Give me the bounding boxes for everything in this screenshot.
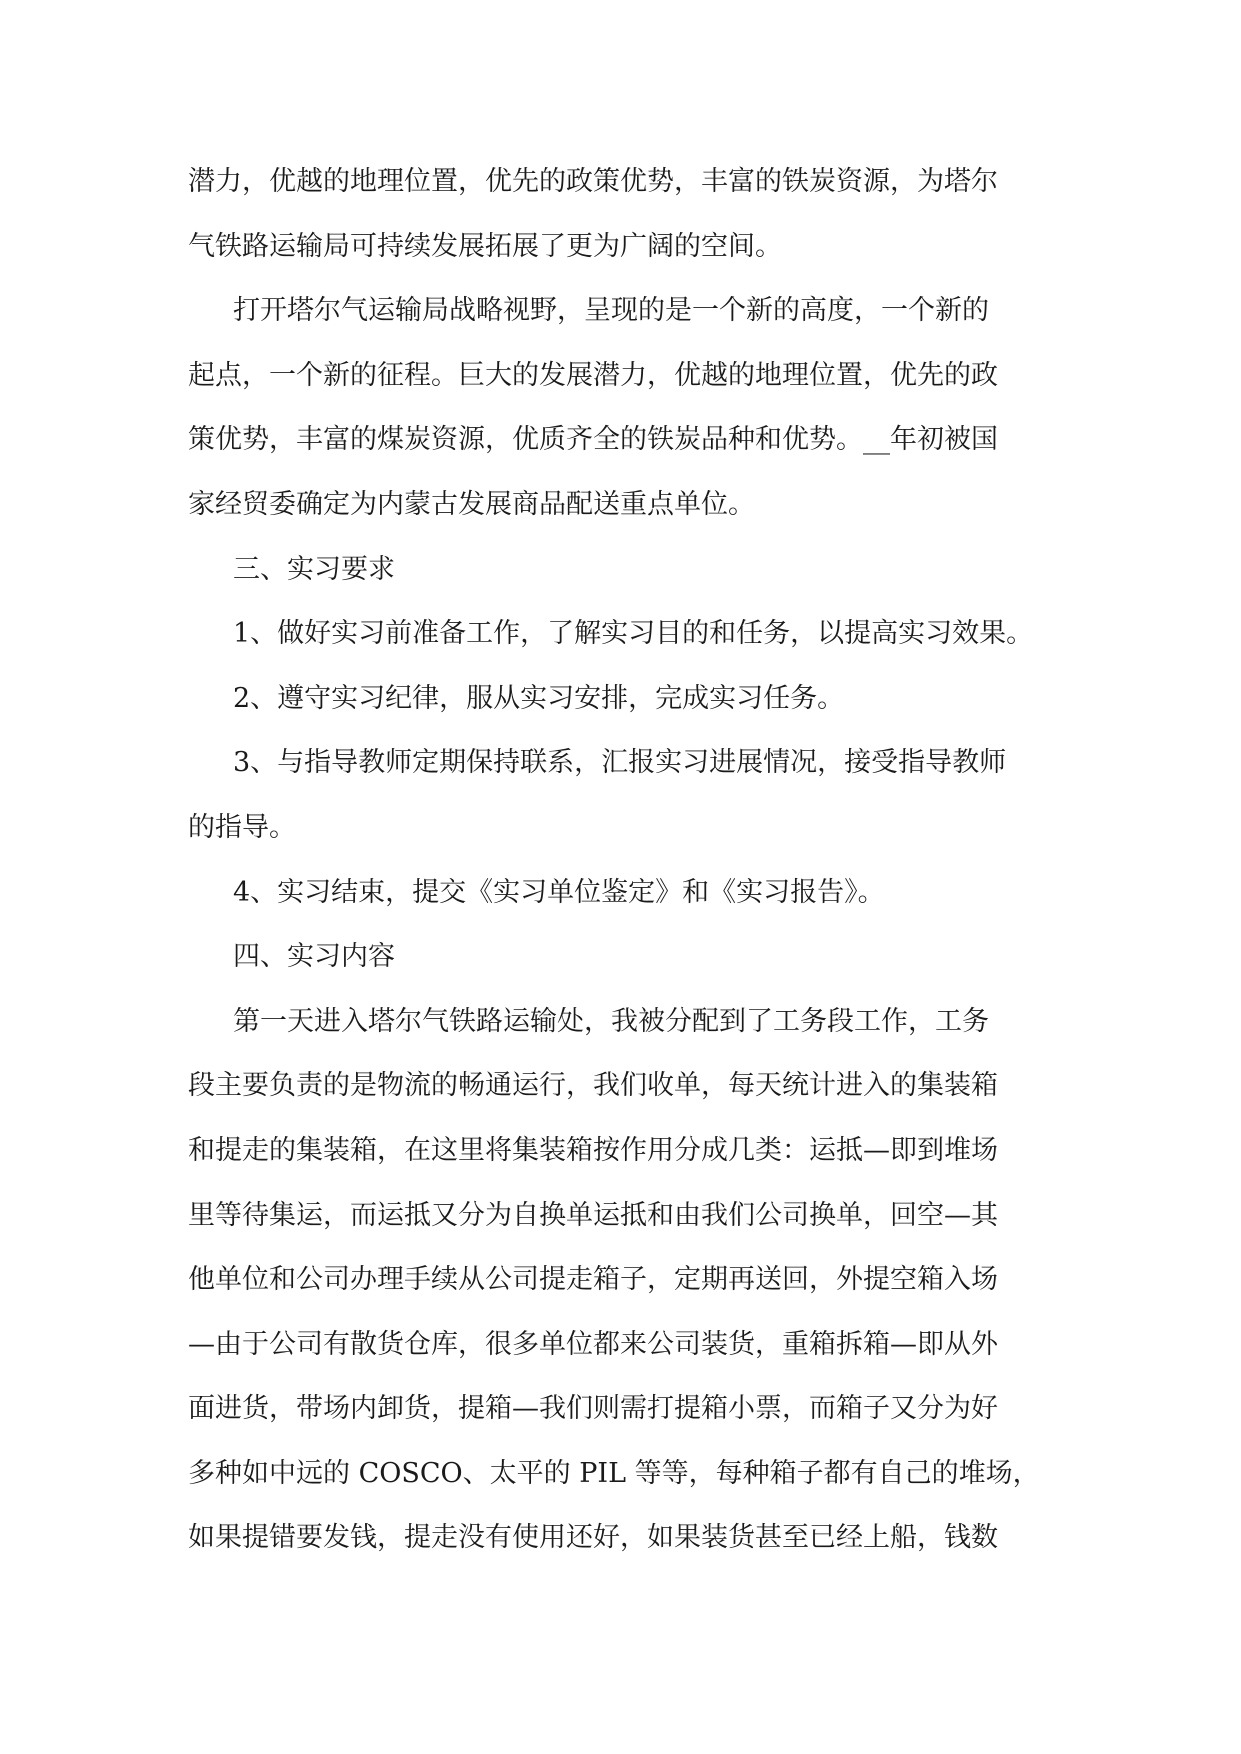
list-item: 1、做好实习前准备工作，了解实习目的和任务，以提高实习效果。: [233, 618, 1034, 650]
text-line: 和提走的集装箱，在这里将集装箱按作用分成几类：运抵—即到堆场: [188, 1134, 998, 1166]
text-line: 他单位和公司办理手续从公司提走箱子，定期再送回，外提空箱入场: [188, 1264, 998, 1296]
list-item: 3、与指导教师定期保持联系，汇报实习进展情况，接受指导教师: [233, 747, 1007, 779]
text-line: 多种如中远的 COSCO、太平的 PIL 等等，每种箱子都有自己的堆场，: [188, 1457, 1040, 1489]
text-line: 打开塔尔气运输局战略视野，呈现的是一个新的高度，一个新的: [233, 295, 989, 327]
text-line: 第一天进入塔尔气铁路运输处，我被分配到了工务段工作，工务: [233, 1005, 989, 1037]
document-page: [188, 150, 1058, 1571]
text-line: 里等待集运，而运抵又分为自换单运抵和由我们公司换单，回空—其: [188, 1199, 998, 1231]
text-line: 的指导。: [188, 811, 296, 843]
text-line: 面进货，带场内卸货，提箱—我们则需打提箱小票，而箱子又分为好: [188, 1393, 998, 1425]
text-line: 段主要负责的是物流的畅通运行，我们收单，每天统计进入的集装箱: [188, 1070, 998, 1102]
text-line: 家经贸委确定为内蒙古发展商品配送重点单位。: [188, 488, 755, 520]
text-line: 潜力，优越的地理位置，优先的政策优势，丰富的铁炭资源，为塔尔: [188, 166, 998, 197]
text-line: 气铁路运输局可持续发展拓展了更为广阔的空间。: [188, 230, 782, 262]
list-item: 4、实习结束，提交《实习单位鉴定》和《实习报告》。: [233, 876, 885, 908]
text-line: 起点，一个新的征程。巨大的发展潜力，优越的地理位置，优先的政: [188, 359, 998, 391]
text-line: —由于公司有散货仓库，很多单位都来公司装货，重箱拆箱—即从外: [188, 1328, 998, 1360]
text-line: 如果提错要发钱，提走没有使用还好，如果装货甚至已经上船，钱数: [188, 1522, 998, 1554]
section-heading: 四、实习内容: [233, 941, 395, 973]
section-heading: 三、实习要求: [233, 553, 395, 585]
text-line: 策优势，丰富的煤炭资源，优质齐全的铁炭品种和优势。__年初被国: [188, 424, 998, 456]
list-item: 2、遵守实习纪律，服从实习安排，完成实习任务。: [233, 682, 845, 714]
